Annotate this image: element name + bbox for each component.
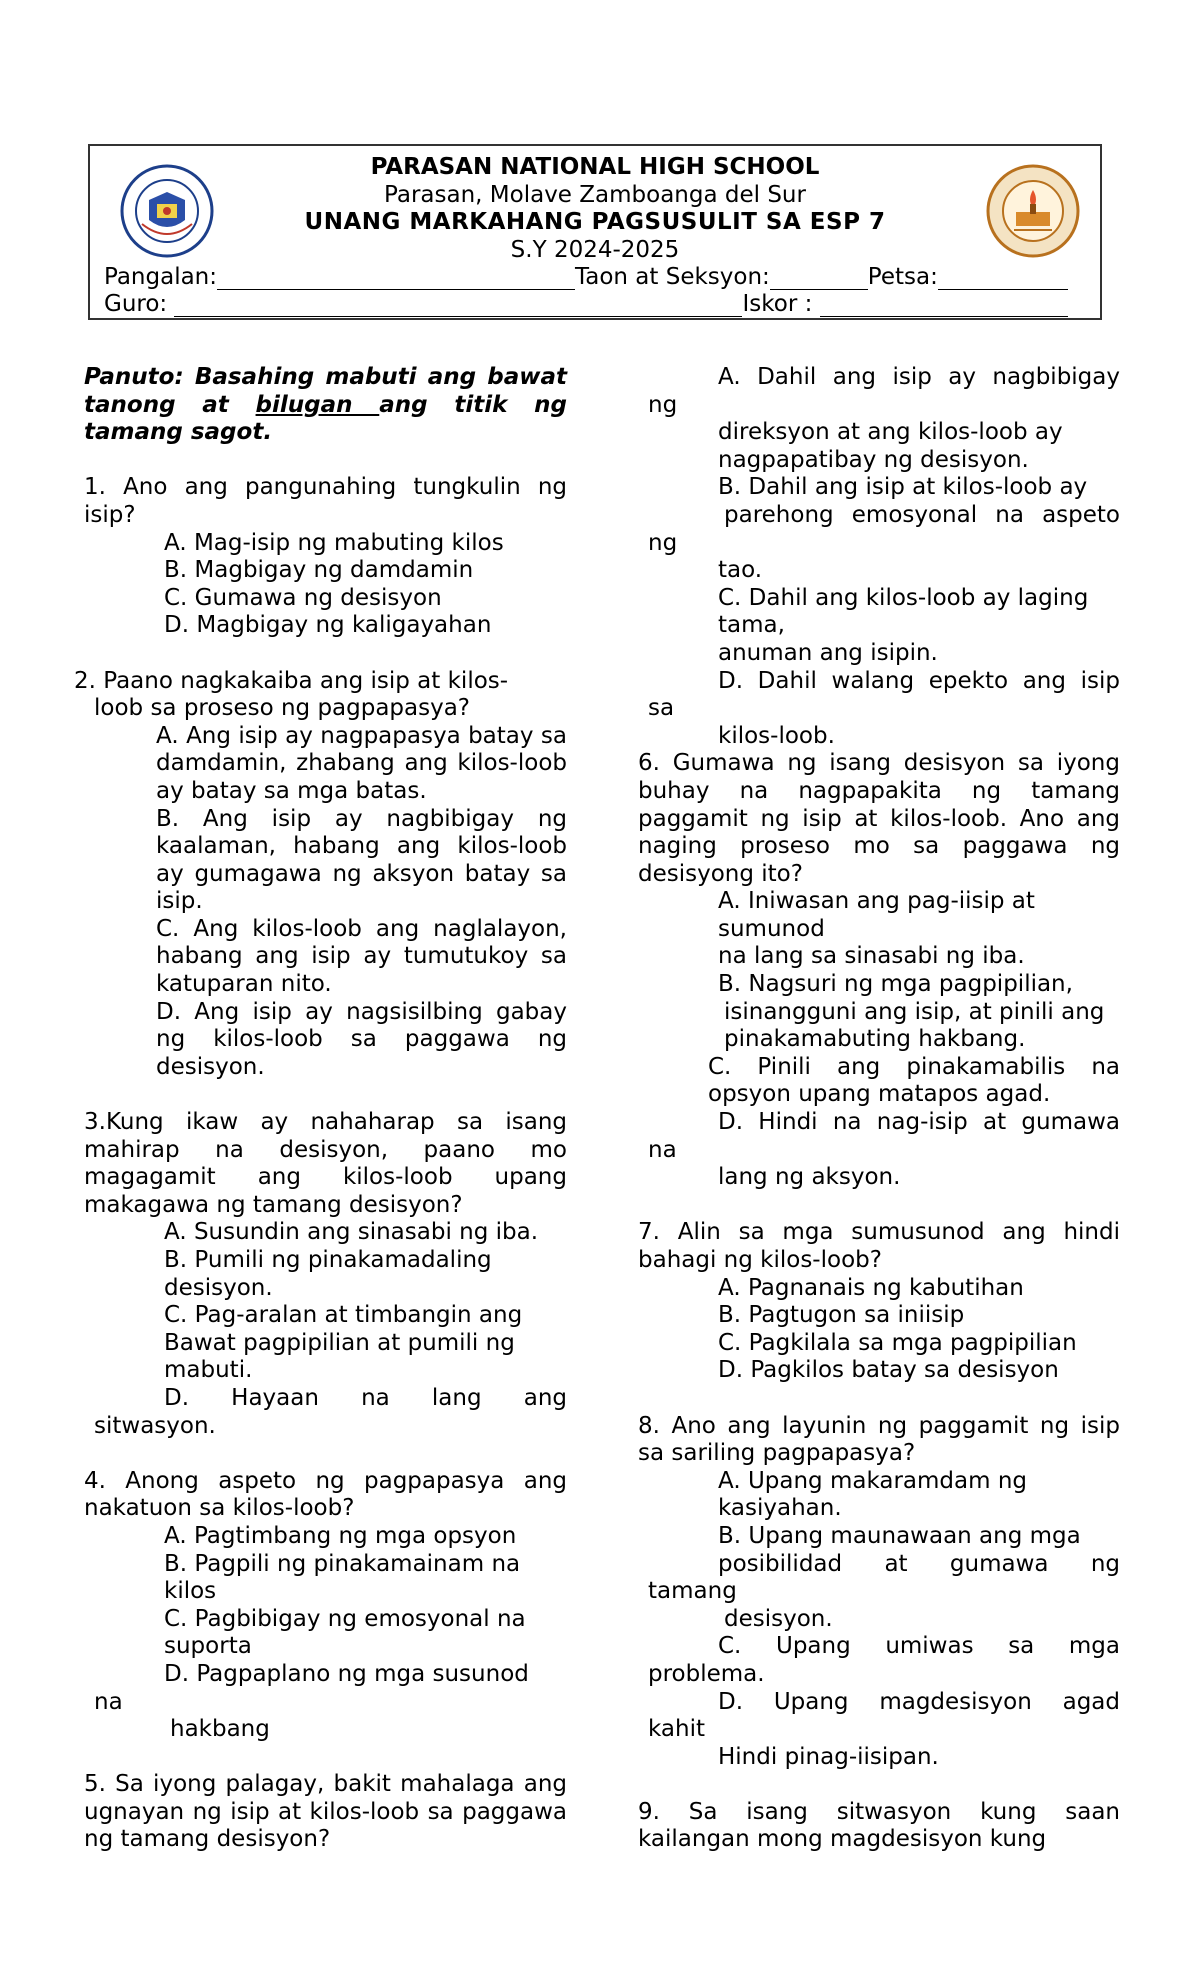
q8-choice-b-line-3[interactable]: tamang	[648, 1578, 737, 1605]
section-label: Taon at Seksyon:	[575, 264, 770, 290]
school-name: PARASAN NATIONAL HIGH SCHOOL	[370, 154, 820, 180]
q6-choice-d-line-3[interactable]: lang ng aksyon.	[718, 1164, 901, 1191]
instructions-underlined: bilugan	[255, 391, 380, 418]
q1-choice-c[interactable]: C. Gumawa ng desisyon	[164, 584, 442, 611]
q5-choice-a-line-1[interactable]: A. Dahil ang isip ay nagbibigay	[718, 364, 1120, 390]
q8-choice-b-line-2[interactable]: posibilidad at gumawa ng	[718, 1550, 1120, 1577]
question-7: 7. Alin sa mga sumusunod ang hindi bahagi ng kilos-loob?	[638, 1219, 1120, 1273]
q8-choice-b-line-1[interactable]: B. Upang maunawaan ang mga	[718, 1522, 1081, 1549]
q5-choice-a-line-2[interactable]: ng	[648, 391, 678, 418]
q5-choice-b-line-1[interactable]: B. Dahil ang isip at kilos-loob ay	[718, 474, 1088, 501]
q3-choice-d-line-1[interactable]: D. Hayaan na lang ang	[164, 1384, 567, 1411]
q7-choice-c[interactable]: C. Pagkilala sa mga pagpipilian	[718, 1329, 1077, 1356]
q3-choice-c-line-2[interactable]: Bawat pagpipilian at pumili ng	[164, 1329, 515, 1356]
q3-choice-c-line-1[interactable]: C. Pag-aralan at timbangin ang	[164, 1302, 523, 1329]
q3-choice-a[interactable]: A. Susundin ang sinasabi ng iba.	[164, 1219, 539, 1246]
q5-choice-c-line-1[interactable]: C. Dahil ang kilos-loob ay laging	[718, 584, 1089, 611]
right-column	[638, 364, 1120, 1854]
q4-choice-b-line-2[interactable]: kilos	[164, 1578, 217, 1605]
left-column	[74, 364, 568, 1854]
question-6: 6. Gumawa ng isang desisyon sa iyong buhay na nagpapakita ng tamang paggamit ng isip at kilos-loob. Ano ang naging proseso mo sa paggawa ng desisyong ito?	[638, 750, 1120, 887]
q4-choice-c-line-2[interactable]: suporta	[164, 1633, 252, 1660]
q8-choice-a-line-1[interactable]: A. Upang makaramdam ng	[718, 1467, 1028, 1494]
q4-choice-d-line-3[interactable]: hakbang	[170, 1716, 270, 1743]
info-row-2	[104, 291, 1068, 317]
q2-choice-a[interactable]: A. Ang isip ay nagpapasya batay sa damdamin, zhabang ang kilos-loob ay batay sa mga batas.	[156, 722, 567, 804]
name-blank[interactable]	[217, 267, 575, 290]
instructions-suffix: ang titik ng tamang sagot.	[84, 391, 568, 446]
exam-header	[88, 144, 1102, 320]
teacher-label: Guro:	[104, 291, 168, 317]
q7-choice-a[interactable]: A. Pagnanais ng kabutihan	[718, 1274, 1024, 1301]
q5-choice-d-line-1[interactable]: D. Dahil walang epekto ang isip	[718, 667, 1120, 694]
question-5: 5. Sa iyong palagay, bakit mahalaga ang ugnayan ng isip at kilos-loob sa paggawa ng tamang desisyon?	[84, 1771, 567, 1853]
question-9: 9. Sa isang sitwasyon kung saan kailangan mong magdesisyon kung	[638, 1798, 1120, 1853]
q7-choice-d[interactable]: D. Pagkilos batay sa desisyon	[718, 1357, 1059, 1384]
question-2-line-1: 2. Paano nagkakaiba ang isip at kilos-	[74, 667, 509, 694]
q1-choice-a[interactable]: A. Mag-isip ng mabuting kilos	[164, 529, 504, 556]
q4-choice-b-line-1[interactable]: B. Pagpili ng pinakamainam na	[164, 1550, 521, 1577]
q4-choice-a[interactable]: A. Pagtimbang ng mga opsyon	[164, 1522, 517, 1549]
question-1: 1. Ano ang pangunahing tungkulin ng isip?	[84, 474, 567, 528]
q5-choice-b-line-2[interactable]: parehong emosyonal na aspeto	[724, 501, 1120, 528]
q2-choice-d[interactable]: D. Ang isip ay nagsisilbing gabay ng kilos-loob sa paggawa ng desisyon.	[156, 998, 567, 1080]
question-3: 3.Kung ikaw ay nahaharap sa isang mahirap na desisyon, paano mo magagamit ang kilos-loob upang makagawa ng tamang desisyon?	[84, 1109, 567, 1218]
date-blank[interactable]	[938, 267, 1068, 290]
q8-choice-d-line-3[interactable]: Hindi pinag-iisipan.	[718, 1743, 939, 1770]
q6-choice-c-line-2[interactable]: opsyon upang matapos agad.	[708, 1081, 1051, 1108]
q8-choice-a-line-2[interactable]: kasiyahan.	[718, 1495, 842, 1522]
q4-choice-d-line-1[interactable]: D. Pagpaplano ng mga susunod	[164, 1660, 529, 1687]
instructions	[84, 364, 567, 447]
q7-choice-b[interactable]: B. Pagtugon sa iniisip	[718, 1302, 965, 1329]
q6-choice-a-line-1[interactable]: A. Iniwasan ang pag-iisip at	[718, 888, 1035, 915]
q2-choice-c[interactable]: C. Ang kilos-loob ang naglalayon, habang ang isip ay tumutukoy sa katuparan nito.	[156, 915, 567, 998]
teacher-blank[interactable]	[174, 294, 742, 317]
q5-choice-a-line-3[interactable]: direksyon at ang kilos-loob ay	[718, 419, 1063, 446]
school-address: Parasan, Molave Zamboanga del Sur	[384, 182, 806, 208]
score-blank[interactable]	[820, 294, 1068, 317]
q3-choice-d-line-2[interactable]: sitwasyon.	[94, 1412, 216, 1439]
q8-choice-c-line-2[interactable]: problema.	[648, 1660, 765, 1687]
q6-choice-b-line-3[interactable]: pinakamabuting hakbang.	[724, 1026, 1026, 1053]
q5-choice-d-line-2[interactable]: sa	[648, 695, 675, 722]
q5-choice-b-line-4[interactable]: tao.	[718, 557, 763, 584]
q5-choice-c-line-2[interactable]: tama,	[718, 612, 785, 639]
q2-choice-b[interactable]: B. Ang isip ay nagbibigay ng kaalaman, habang ang kilos-loob ay gumagawa ng aksyon batay sa isip.	[156, 805, 567, 915]
q4-choice-c-line-1[interactable]: C. Pagbibigay ng emosyonal na	[164, 1605, 526, 1632]
question-8: 8. Ano ang layunin ng paggamit ng isip sa sariling pagpapasya?	[638, 1412, 1120, 1467]
exam-title: UNANG MARKAHANG PAGSUSULIT SA ESP 7	[304, 209, 886, 235]
q5-choice-a-line-4[interactable]: nagpapatibay ng desisyon.	[718, 446, 1029, 473]
score-label: Iskor :	[742, 291, 813, 317]
parasan-nhs-seal-icon	[986, 164, 1080, 258]
question-4: 4. Anong aspeto ng pagpapasya ang nakatuon sa kilos-loob?	[84, 1467, 567, 1522]
section-blank[interactable]	[770, 267, 868, 290]
info-row-1	[104, 264, 1068, 290]
q6-choice-a-line-2[interactable]: sumunod	[718, 915, 825, 942]
q6-choice-d-line-1[interactable]: D. Hindi na nag-isip at gumawa	[718, 1109, 1120, 1136]
school-year: S.Y 2024-2025	[510, 237, 680, 263]
question-2-line-2: loob sa proseso ng pagpapasya?	[94, 695, 471, 722]
q1-choice-d[interactable]: D. Magbigay ng kaligayahan	[164, 612, 492, 639]
instructions-prefix: Panuto: Basahing mabuti ang bawat tanong at	[84, 364, 567, 418]
q8-choice-c-line-1[interactable]: C. Upang umiwas sa mga	[718, 1633, 1120, 1660]
q8-choice-d-line-2[interactable]: kahit	[648, 1716, 705, 1743]
q5-choice-d-line-3[interactable]: kilos-loob.	[718, 722, 835, 749]
date-label: Petsa:	[867, 264, 938, 290]
q5-choice-c-line-3[interactable]: anuman ang isipin.	[718, 639, 938, 666]
q3-choice-b-line-1[interactable]: B. Pumili ng pinakamadaling	[164, 1247, 492, 1273]
name-label: Pangalan:	[104, 264, 218, 290]
q6-choice-d-line-2[interactable]: na	[648, 1136, 677, 1163]
q6-choice-b-line-2[interactable]: isinangguni ang isip, at pinili ang	[724, 998, 1105, 1025]
q6-choice-b-line-1[interactable]: B. Nagsuri ng mga pagpipilian,	[718, 971, 1073, 998]
q8-choice-b-line-4[interactable]: desisyon.	[724, 1605, 833, 1632]
q1-choice-b[interactable]: B. Magbigay ng damdamin	[164, 557, 474, 584]
q5-choice-b-line-3[interactable]: ng	[648, 529, 678, 556]
q6-choice-a-line-3[interactable]: na lang sa sinasabi ng iba.	[718, 943, 1025, 970]
q3-choice-c-line-3[interactable]: mabuti.	[164, 1357, 253, 1384]
q6-choice-c-line-1[interactable]: C. Pinili ang pinakamabilis na	[708, 1053, 1120, 1080]
q3-choice-b-line-2[interactable]: desisyon.	[164, 1274, 273, 1301]
q4-choice-d-line-2[interactable]: na	[94, 1688, 123, 1715]
q8-choice-d-line-1[interactable]: D. Upang magdesisyon agad	[718, 1688, 1120, 1715]
